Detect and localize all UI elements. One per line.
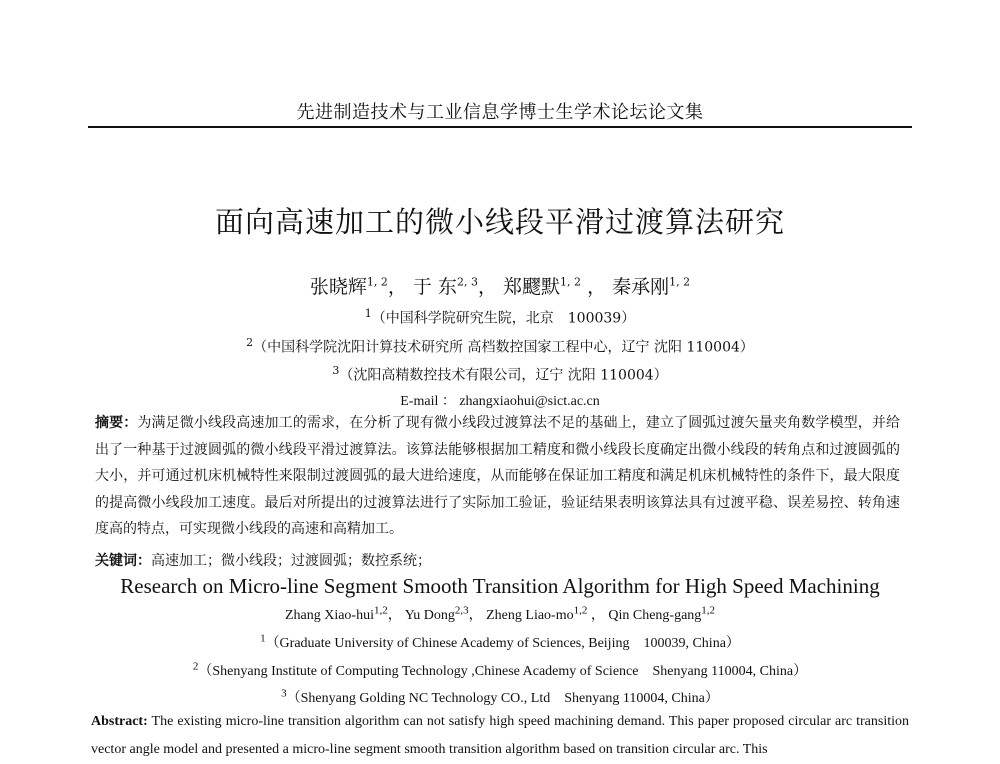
author-affiliation-marker: 2, 3 — [456, 275, 478, 289]
author-name: 张晓辉 — [309, 276, 367, 298]
author-name: 秦承刚 — [612, 276, 670, 298]
author-separator: ， — [387, 608, 402, 623]
author-affiliation-marker: 1,2 — [573, 604, 588, 617]
affiliation-english — [0, 632, 1000, 652]
paper-title-english: Research on Micro-line Segment Smooth Transition Algorithm for High Speed Machining — [120, 574, 880, 598]
author-name: Zheng Liao-mo — [486, 608, 574, 623]
author-affiliation-marker: 1,2 — [373, 604, 388, 617]
affiliation-text: （Graduate University of Chinese Academy of Sciences, Beijing 100039, China） — [265, 636, 740, 651]
author-separator: ， — [587, 608, 605, 623]
affiliation-text: （中国科学院研究生院，北京 100039） — [371, 310, 636, 327]
affiliation-chinese — [0, 364, 1000, 385]
affiliation-number: 2 — [192, 660, 199, 673]
affiliation-chinese — [0, 307, 1000, 328]
affiliation-english — [0, 687, 1000, 707]
author-separator: ， — [581, 276, 607, 298]
abstract-text: The existing micro-line transition algorithm can not satisfy high speed machining demand. This paper proposed circular arc transition vector angle model and presented a micro-line segment smooth transition algorithm based on transition circular arc. This — [91, 714, 910, 757]
abstract-label: 摘要： — [95, 415, 138, 431]
affiliation-english — [0, 660, 1000, 680]
proceedings-header: 先进制造技术与工业信息学博士生学术论坛论文集 — [296, 102, 704, 123]
affiliation-number: 1 — [364, 307, 372, 320]
author-affiliation-marker: 1,2 — [701, 604, 716, 617]
header-divider — [88, 126, 912, 128]
author-separator: ， — [477, 276, 497, 298]
keywords-label: 关键词： — [95, 553, 151, 569]
affiliation-text: （中国科学院沈阳计算技术研究所 高档数控国家工程中心，辽宁 沈阳 110004） — [253, 339, 754, 356]
author-list-english — [0, 604, 1000, 624]
author-name: 郑飂默 — [503, 276, 561, 298]
abstract-english — [91, 708, 909, 764]
author-list-chinese — [0, 272, 1000, 299]
affiliation-number: 1 — [260, 632, 266, 645]
author-affiliation-marker: 1, 2 — [669, 275, 691, 289]
affiliation-text: （Shenyang Golding NC Technology CO., Ltd Shenyang 110004, China） — [286, 691, 719, 706]
affiliation-number: 2 — [246, 336, 254, 349]
abstract-label: Abstract: — [91, 714, 148, 729]
author-separator: ， — [387, 276, 407, 298]
affiliation-number: 3 — [332, 364, 340, 377]
affiliation-chinese — [0, 336, 1000, 357]
affiliation-text: （沈阳高精数控技术有限公司，辽宁 沈阳 110004） — [339, 367, 668, 384]
keywords-chinese — [95, 550, 900, 570]
affiliation-number: 3 — [281, 687, 287, 700]
author-affiliation-marker: 1, 2 — [560, 275, 582, 289]
author-separator: ， — [468, 608, 483, 623]
author-name: Yu Dong — [404, 608, 455, 623]
author-name: 于 东 — [412, 276, 457, 298]
author-name: Qin Cheng-gang — [608, 608, 702, 623]
abstract-chinese — [95, 410, 900, 543]
author-affiliation-marker: 1, 2 — [366, 275, 388, 289]
author-affiliation-marker: 2,3 — [454, 604, 469, 617]
affiliation-text: （Shenyang Institute of Computing Technology ,Chinese Academy of Science Shenyang 110004, China） — [198, 664, 808, 679]
author-name: Zhang Xiao-hui — [284, 608, 374, 623]
contact-email: E-mail ： zhangxiaohui@sict.ac.cn — [400, 394, 600, 409]
abstract-text: 为满足微小线段高速加工的需求，在分析了现有微小线段过渡算法不足的基础上，建立了圆弧过渡矢量夹角数学模型，并给出了一种基于过渡圆弧的微小线段平滑过渡算法。该算法能够根据加工精度和微小线段长度确定出微小线段的转角点和过渡圆弧的大小，并可通过机床机械特性来限制过渡圆弧的最大进给速度，从而能够在保证加工精度和满足机床机械特性的条件下，最大限度的提高微小线段加工速度。最后对所提出的过渡算法进行了实际加工验证，验证结果表明该算法具有过渡平稳、误差易控、转角速度高的特点，可实现微小线段的高速和高精加工。 — [95, 415, 900, 537]
keywords-text: 高速加工；微小线段；过渡圆弧；数控系统； — [151, 553, 431, 569]
paper-title-chinese: 面向高速加工的微小线段平滑过渡算法研究 — [214, 205, 785, 239]
